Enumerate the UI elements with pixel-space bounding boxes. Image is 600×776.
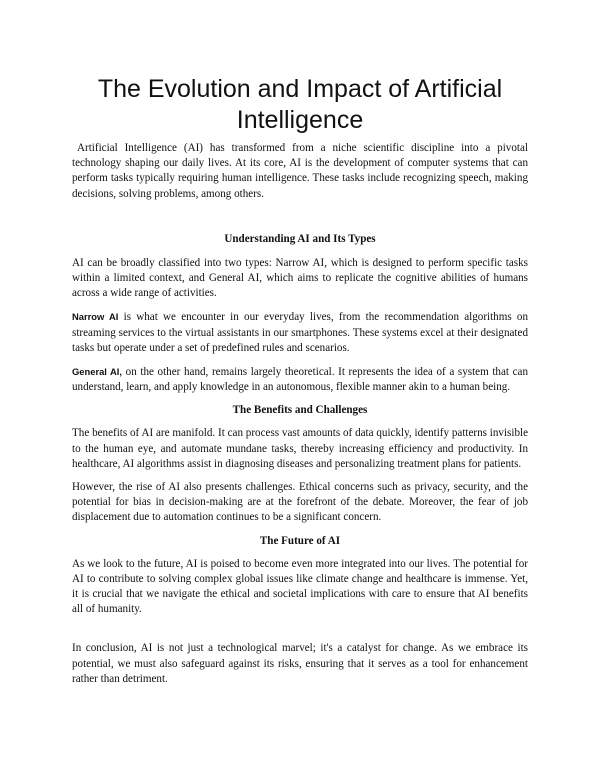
- document-body: [72, 74, 528, 695]
- narrow-ai-text: is what we encounter in our everyday lives, from the recommendation algorithms on streaming services to the virtual assistants in our smartphones. These systems excel at their designated tasks but operate under a set of predefined rules and scenarios.: [72, 311, 528, 354]
- future-paragraph: As we look to the future, AI is poised to become even more integrated into our lives. The potential for AI to contribute to solving complex global issues like climate change and healthcare is immense. Yet, it is crucial that we navigate the ethical and societal implications with care to ensure that AI benefits all of humanity.: [72, 557, 528, 616]
- benefits-paragraph: The benefits of AI are manifold. It can process vast amounts of data quickly, identify patterns invisible to the human eye, and automate mundane tasks, thereby increasing efficiency and productivity. In healthcare, AI algorithms assist in diagnosing diseases and personalizing treatment plans for patients.: [72, 427, 528, 470]
- challenges-paragraph: However, the rise of AI also presents challenges. Ethical concerns such as privacy, security, and the potential for bias in decision-making are at the forefront of the debate. Moreover, the fear of job displacement due to automation continues to be a significant concern.: [72, 481, 528, 524]
- types-paragraph: AI can be broadly classified into two types: Narrow AI, which is designed to perform specific tasks within a limited context, and General AI, which aims to replicate the cognitive abilities of humans across a wide range of activities.: [72, 256, 528, 300]
- narrow-ai-term: Narrow AI: [72, 311, 119, 323]
- general-ai-paragraph: [72, 364, 528, 395]
- document-title: The Evolution and Impact of Artificial Intelligence: [97, 75, 503, 134]
- conclusion-paragraph: In conclusion, AI is not just a technological marvel; it's a catalyst for change. As we embrace its potential, we must also safeguard against its risks, ensuring that it serves as a tool for enhancement rather than detriment.: [72, 642, 528, 685]
- section-heading-future: The Future of AI: [259, 534, 341, 547]
- section-heading-types: Understanding AI and Its Types: [224, 232, 376, 245]
- general-ai-term: General AI,: [72, 366, 123, 378]
- general-ai-text: on the other hand, remains largely theoretical. It represents the idea of a system that can understand, learn, and apply knowledge in an autonomous, flexible manner akin to a human being.: [72, 366, 528, 394]
- intro-paragraph: Artificial Intelligence (AI) has transformed from a niche scientific discipline into a pivotal technology shaping our daily lives. At its core, AI is the development of computer systems that can perform tasks typically requiring human intelligence. These tasks include recognizing speech, making decisions, solving problems, among others.: [72, 142, 528, 200]
- narrow-ai-paragraph: [72, 309, 528, 356]
- section-heading-benefits: The Benefits and Challenges: [232, 404, 368, 417]
